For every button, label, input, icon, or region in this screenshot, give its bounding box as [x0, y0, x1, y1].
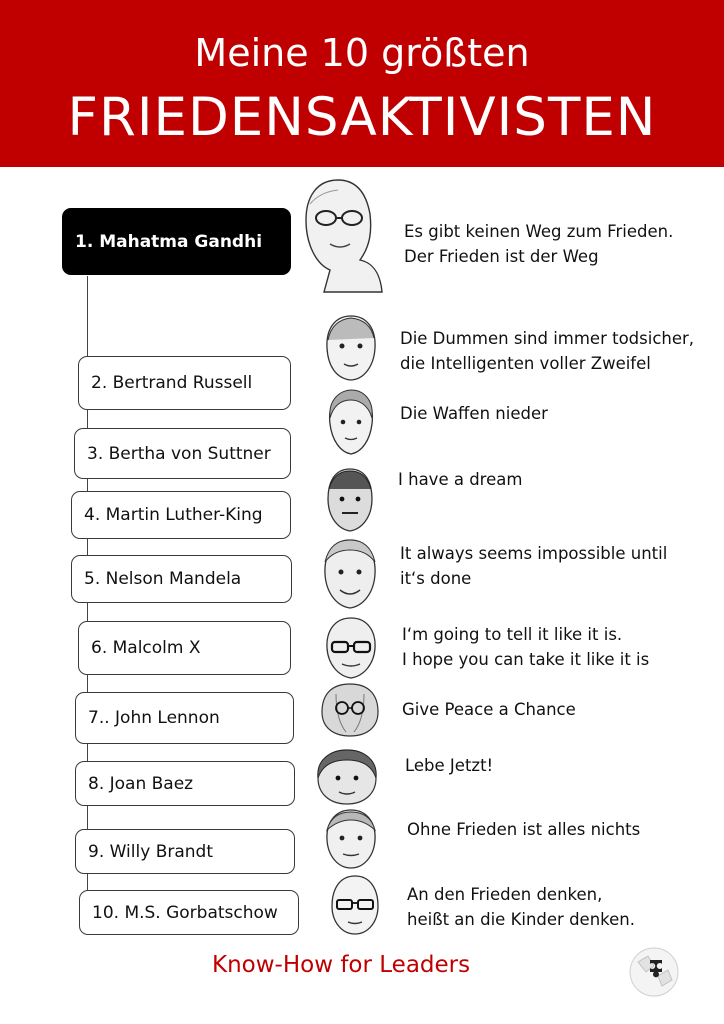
portrait-king — [320, 465, 380, 535]
quote-8 — [405, 753, 493, 778]
portrait-suttner — [322, 388, 380, 460]
portrait-mandela — [316, 536, 384, 612]
activist-name-10: 10. M.S. Gorbatschow — [92, 902, 278, 923]
quote-10 — [407, 882, 635, 932]
quote-1 — [404, 219, 673, 269]
quote-1-line-2: Der Frieden ist der Weg — [404, 247, 599, 266]
activist-box-2 — [78, 356, 291, 410]
quote-10-line-1: An den Frieden denken, — [407, 885, 603, 904]
quote-10-line-2: heißt an die Kinder denken. — [407, 910, 635, 929]
quote-1-line-1: Es gibt keinen Weg zum Frieden. — [404, 222, 674, 241]
quote-7-line-1: Give Peace a Chance — [402, 700, 576, 719]
activist-box-6 — [78, 621, 291, 675]
portrait-russell — [318, 312, 384, 388]
quote-8-line-1: Lebe Jetzt! — [405, 756, 494, 775]
activist-box-3 — [74, 428, 291, 479]
quote-4-line-1: I have a dream — [398, 470, 523, 489]
portrait-gorbatschow — [324, 872, 386, 938]
activist-box-5 — [71, 555, 292, 603]
portrait-baez — [312, 748, 382, 806]
activist-name-7: 7.. John Lennon — [88, 708, 220, 728]
activist-box-4 — [71, 491, 291, 539]
title-line-2: FRIEDENSAKTIVISTEN — [67, 87, 657, 148]
quote-5-line-2: it‘s done — [400, 569, 472, 588]
activist-name-1: 1. Mahatma Gandhi — [75, 231, 263, 252]
activist-name-9: 9. Willy Brandt — [88, 841, 213, 862]
quote-6-line-1: I‘m going to tell it like it is. — [402, 625, 623, 644]
quote-2 — [400, 326, 694, 376]
portrait-malcolm-x — [316, 614, 386, 682]
quote-2-line-2: die Intelligenten voller Zweifel — [400, 354, 651, 373]
activist-box-1 — [62, 208, 291, 275]
quote-6-line-2: I hope you can take it like it is — [402, 650, 650, 669]
quote-4 — [398, 467, 522, 492]
quote-6 — [402, 622, 649, 672]
portrait-gandhi — [290, 174, 386, 294]
quote-9-line-1: Ohne Frieden ist alles nichts — [407, 820, 641, 839]
puzzle-icon — [628, 946, 680, 998]
portrait-lennon — [316, 682, 384, 738]
activist-name-8: 8. Joan Baez — [88, 773, 194, 794]
activist-box-7 — [75, 692, 294, 744]
activist-name-2: 2. Bertrand Russell — [91, 373, 253, 393]
quote-7 — [402, 697, 576, 722]
quote-3 — [400, 401, 548, 426]
quote-3-line-1: Die Waffen nieder — [400, 404, 548, 423]
quote-5 — [400, 541, 667, 591]
activist-name-3: 3. Bertha von Suttner — [87, 443, 271, 464]
quote-5-line-1: It always seems impossible until — [400, 544, 668, 563]
brand-text: Know-How for Leaders — [212, 952, 471, 978]
activist-name-6: 6. Malcolm X — [91, 638, 201, 658]
quote-9 — [407, 817, 640, 842]
quote-2-line-1: Die Dummen sind immer todsicher, — [400, 329, 695, 348]
title-line-1: Meine 10 größten — [194, 31, 530, 75]
activist-name-5: 5. Nelson Mandela — [84, 569, 242, 589]
activist-box-9 — [75, 829, 295, 874]
activist-name-4: 4. Martin Luther-King — [84, 505, 263, 525]
activist-box-8 — [75, 761, 295, 806]
title-banner — [0, 0, 724, 167]
portrait-brandt — [318, 806, 384, 872]
activist-box-10 — [79, 890, 299, 935]
